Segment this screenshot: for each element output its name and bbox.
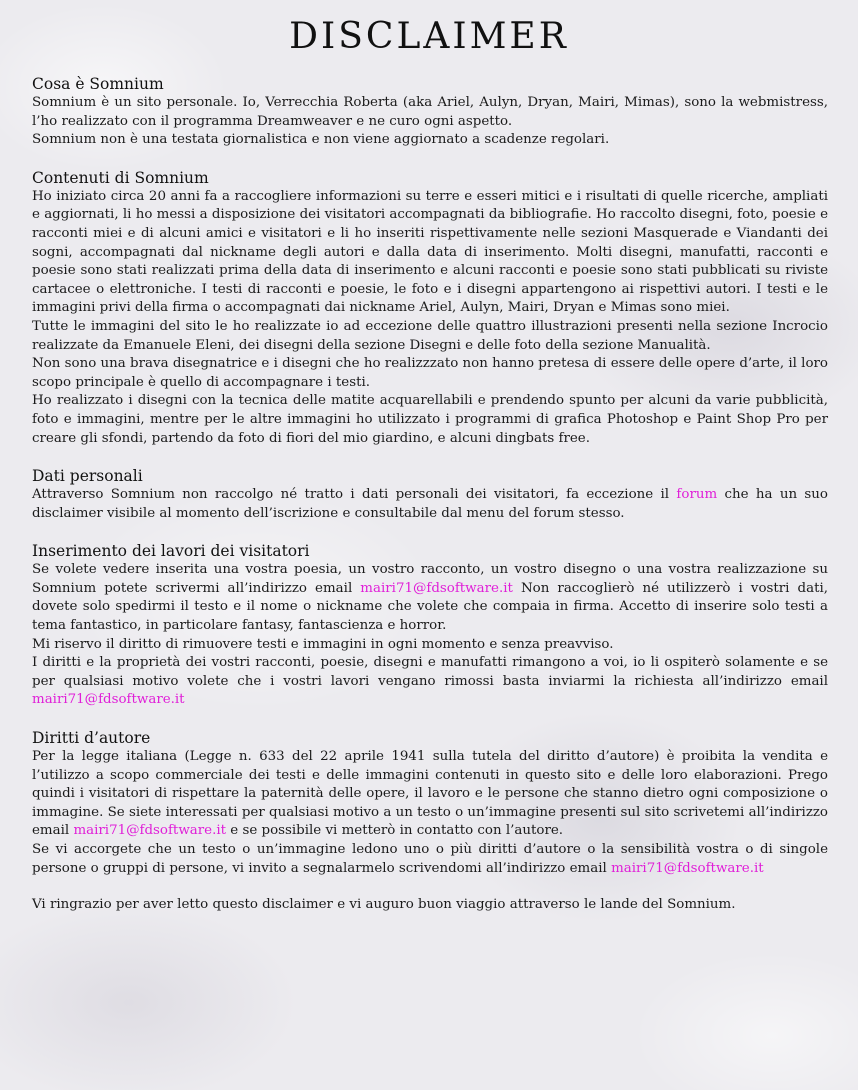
section-contenuti [32, 168, 828, 448]
text: Attraverso Somnium non raccolgo né tratto i dati personali dei visitatori, fa eccezione il [32, 487, 677, 503]
section-cosa-e-somnium [32, 74, 828, 150]
closing-paragraph: Vi ringrazio per aver letto questo disclaimer e vi auguro buon viaggio attraverso le lande del Somnium. [32, 897, 736, 913]
section-heading: Contenuti di Somnium [32, 168, 209, 187]
text: che ha un suo disclaimer visibile al momento dell’iscrizione e consultabile dal menu del forum stesso. [32, 487, 828, 521]
text: Se vi accorgete che un testo o un’immagine ledono uno o più diritti d’autore o la sensibilità vostra o di singole persone o gruppi di persone, vi invito a segnalarmelo scrivendomi all’indirizzo email [32, 842, 828, 876]
paragraph: Somnium è un sito personale. Io, Verrecchia Roberta (aka Ariel, Aulyn, Dryan, Mairi, Mimas), sono la webmistress, l’ho realizzato con il programma Dreamweaver e ne curo ogni aspetto. [32, 95, 828, 129]
forum-link[interactable]: forum [676, 487, 718, 503]
paragraph [32, 841, 828, 878]
section-heading: Cosa è Somnium [32, 75, 164, 93]
email-link[interactable]: mairi71@fdsoftware.it [73, 823, 227, 839]
paragraph: Somnium non è una testata giornalistica e non viene aggiornato a scadenze regolari. [32, 132, 610, 148]
page-title: DISCLAIMER [289, 16, 569, 57]
text: Per la legge italiana (Legge n. 633 del 22 aprile 1941 sulla tutela del diritto d’autore) è proibita la vendita e l’utilizzo a scopo commerciale dei testi e delle immagini contenuti in questo sito e delle loro elaborazioni. Prego quindi i visitatori di rispettare la paternità delle opere, il lavoro e le persone che stanno dietro ogni composizione o immagine. Se siete interessati per qualsiasi motivo a un testo o un’immagine presenti sul sito scrivetemi all’indirizzo email [32, 749, 828, 839]
paragraph: Ho realizzato i disegni con la tecnica delle matite acquarellabili e prendendo spunto per alcuni da varie pubblicità, foto e immagini, mentre per le altre immagini ho utilizzato i programmi di grafica Photoshop e Paint Shop Pro per creare gli sfondi, partendo da foto di fiori del mio giardino, e alcuni dingbats free. [32, 393, 828, 446]
text: I diritti e la proprietà dei vostri racconti, poesie, disegni e manufatti rimangono a voi, io li ospiterò solamente e se per qualsiasi motivo volete che i vostri lavori vengano rimossi basta inviarmi la richiesta all’indirizzo email [32, 655, 828, 689]
section-inserimento [32, 541, 828, 710]
text: Non raccoglierò né utilizzerò i vostri dati, dovete solo spedirmi il testo e il nome o nickname che volete che compaia in firma. Accetto di inserire solo testi a tema fantastico, in particolare fantasy, fantascienza e horror. [32, 580, 828, 634]
text: Se volete vedere inserita una vostra poesia, un vostro racconto, un vostro disegno o una vostra realizzazione su Somnium potete scrivermi all’indirizzo email [32, 562, 828, 596]
email-link[interactable]: mairi71@fdsoftware.it [32, 692, 185, 708]
paragraph [32, 561, 828, 635]
paragraph: Ho iniziato circa 20 anni fa a raccogliere informazioni su terre e esseri mitici e i risultati di quelle ricerche, ampliati e aggiornati, li ho messi a disposizione dei visitatori accompagnati da bibliografie. Ho raccolto disegni, foto, poesie e racconti miei e di alcuni amici e visitatori e li ho inseriti rispettivamente nelle sezioni Masquerade e Viandanti dei sogni, accompagnati dal nickname degli autori e dalla data di inserimento. Molti disegni, manufatti, racconti e poesie sono stati realizzati prima della data di inserimento e alcuni racconti e poesie sono stati pubblicati su riviste cartacee o elettroniche. I testi di racconti e poesie, le foto e i disegni appartengono ai rispettivi autori. I testi e le immagini privi della firma o accompagnati dai nickname Ariel, Aulyn, Mairi, Dryan e Mimas sono miei. [32, 188, 828, 316]
section-heading: Diritti d’autore [32, 729, 151, 748]
text: e se possibile vi metterò in contatto con l’autore. [226, 823, 564, 839]
section-heading: Dati personali [32, 467, 143, 486]
paragraph: Mi riservo il diritto di rimuovere testi e immagini in ogni momento e senza preavviso. [32, 636, 614, 652]
section-dati-personali [32, 466, 828, 523]
email-link[interactable]: mairi71@fdsoftware.it [611, 860, 764, 876]
paragraph [32, 654, 828, 710]
section-diritti-autore [32, 728, 828, 878]
email-link[interactable]: mairi71@fdsoftware.it [360, 580, 513, 596]
section-heading: Inserimento dei lavori dei visitatori [32, 542, 310, 561]
paragraph: Non sono una brava disegnatrice e i disegni che ho realizzzato non hanno pretesa di essere delle opere d’arte, il loro scopo principale è quello di accompagnare i testi. [32, 356, 828, 390]
paragraph [32, 486, 828, 523]
paragraph: Tutte le immagini del sito le ho realizzate io ad eccezione delle quattro illustrazioni presenti nella sezione Incrocio realizzate da Emanuele Eleni, dei disegni della sezione Disegni e delle foto della sezione Manualità. [32, 318, 828, 353]
disclaimer-content [32, 74, 828, 915]
paragraph [32, 748, 828, 841]
